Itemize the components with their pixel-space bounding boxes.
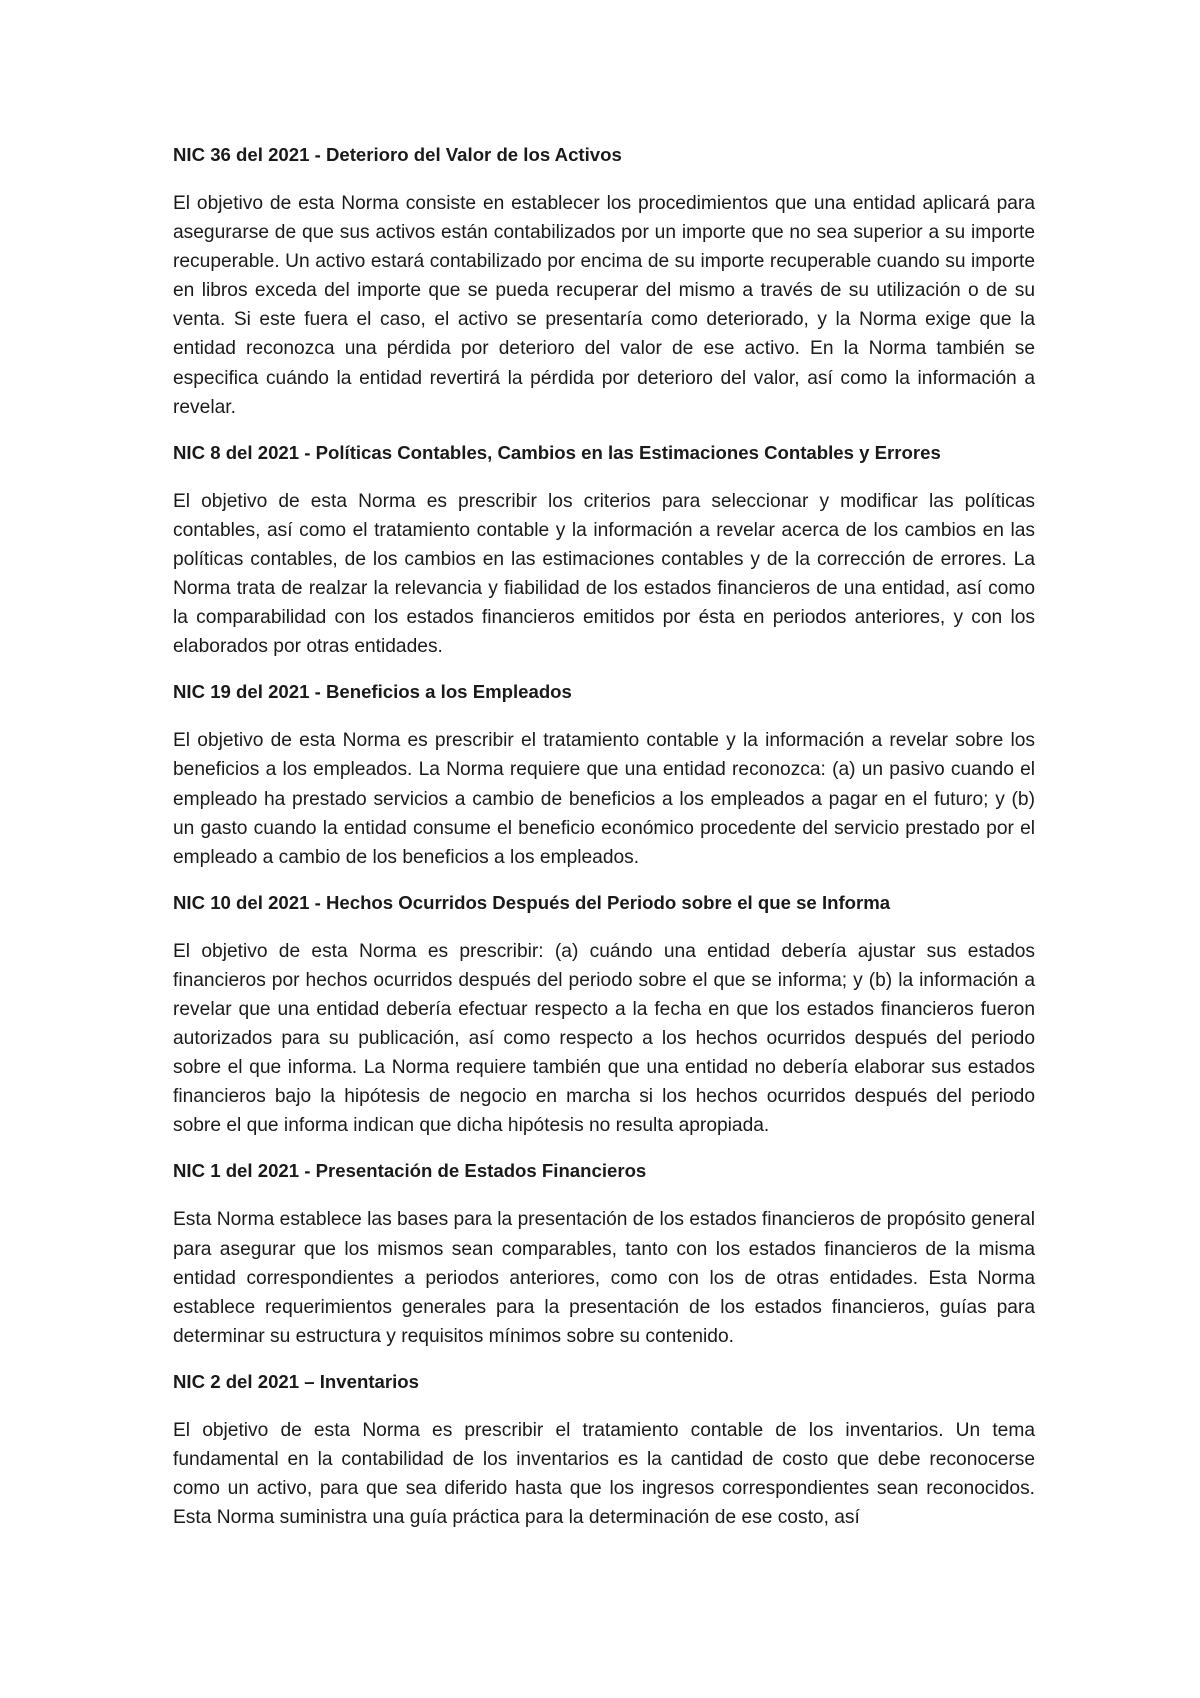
section-heading: NIC 8 del 2021 - Políticas Contables, Cambios en las Estimaciones Contables y Errores bbox=[173, 441, 941, 463]
section-nic-8 bbox=[173, 438, 1035, 662]
section-nic-36 bbox=[173, 140, 1035, 422]
section-nic-2 bbox=[173, 1367, 1035, 1532]
section-nic-1 bbox=[173, 1156, 1035, 1350]
section-heading: NIC 2 del 2021 – Inventarios bbox=[173, 1370, 419, 1392]
section-body: El objetivo de esta Norma es prescribir los criterios para seleccionar y modificar las políticas contables, así como el tratamiento contable y la información a revelar acerca de los cambios en las políticas contables, de los cambios en las estimaciones contables y de la corrección de errores. La Norma trata de realzar la relevancia y fiabilidad de los estados financieros de una entidad, así como la comparabilidad con los estados financieros emitidos por ésta en periodos anteriores, y con los elaborados por otras entidades. bbox=[173, 490, 1035, 658]
section-body: El objetivo de esta Norma es prescribir el tratamiento contable de los inventarios. Un tema fundamental en la contabilidad de los inventarios es la cantidad de costo que debe reconocerse como un activo, para que sea diferido hasta que los ingresos correspondientes sean reconocidos. Esta Norma suministra una guía práctica para la determinación de ese costo, así bbox=[173, 1419, 1035, 1529]
section-heading: NIC 1 del 2021 - Presentación de Estados Financieros bbox=[173, 1160, 647, 1182]
section-body: El objetivo de esta Norma es prescribir: (a) cuándo una entidad debería ajustar sus estados financieros por hechos ocurridos después del periodo sobre el que se informa; y (b) la información a revelar que una entidad debería efectuar respecto a la fecha en que los estados financieros fueron autorizados para su publicación, así como respecto a los hechos ocurridos después del periodo sobre el que informa. La Norma requiere también que una entidad no debería elaborar sus estados financieros bajo la hipótesis de negocio en marcha si los hechos ocurridos después del periodo sobre el que informa indican que dicha hipótesis no resulta apropiada. bbox=[173, 940, 1035, 1137]
section-heading: NIC 10 del 2021 - Hechos Ocurridos Después del Periodo sobre el que se Informa bbox=[173, 891, 891, 913]
section-heading: NIC 36 del 2021 - Deterioro del Valor de los Activos bbox=[173, 144, 622, 165]
section-body: Esta Norma establece las bases para la presentación de los estados financieros de propósito general para asegurar que los mismos sean comparables, tanto con los estados financieros de la misma entidad correspondientes a periodos anteriores, como con los de otras entidades. Esta Norma establece requerimientos generales para la presentación de los estados financieros, guías para determinar su estructura y requisitos mínimos sobre su contenido. bbox=[173, 1209, 1035, 1347]
section-body: El objetivo de esta Norma es prescribir el tratamiento contable y la información a revelar sobre los beneficios a los empleados. La Norma requiere que una entidad reconozca: (a) un pasivo cuando el empleado ha prestado servicios a cambio de beneficios a los empleados a pagar en el futuro; y (b) un gasto cuando la entidad consume el beneficio económico procedente del servicio prestado por el empleado a cambio de los beneficios a los empleados. bbox=[173, 730, 1035, 868]
section-body: El objetivo de esta Norma consiste en establecer los procedimientos que una entidad aplicará para asegurarse de que sus activos están contabilizados por un importe que no sea superior a su importe recuperable. Un activo estará contabilizado por encima de su importe recuperable cuando su importe en libros exceda del importe que se pueda recuperar del mismo a través de su utilización o de su venta. Si este fuera el caso, el activo se presentaría como deteriorado, y la Norma exige que la entidad reconozca una pérdida por deterioro del valor de ese activo. En la Norma también se especifica cuándo la entidad revertirá la pérdida por deterioro del valor, así como la información a revelar. bbox=[173, 193, 1035, 418]
section-heading: NIC 19 del 2021 - Beneficios a los Empleados bbox=[173, 681, 572, 703]
section-nic-19 bbox=[173, 677, 1035, 871]
section-nic-10 bbox=[173, 888, 1035, 1141]
document-content bbox=[173, 140, 1035, 1548]
